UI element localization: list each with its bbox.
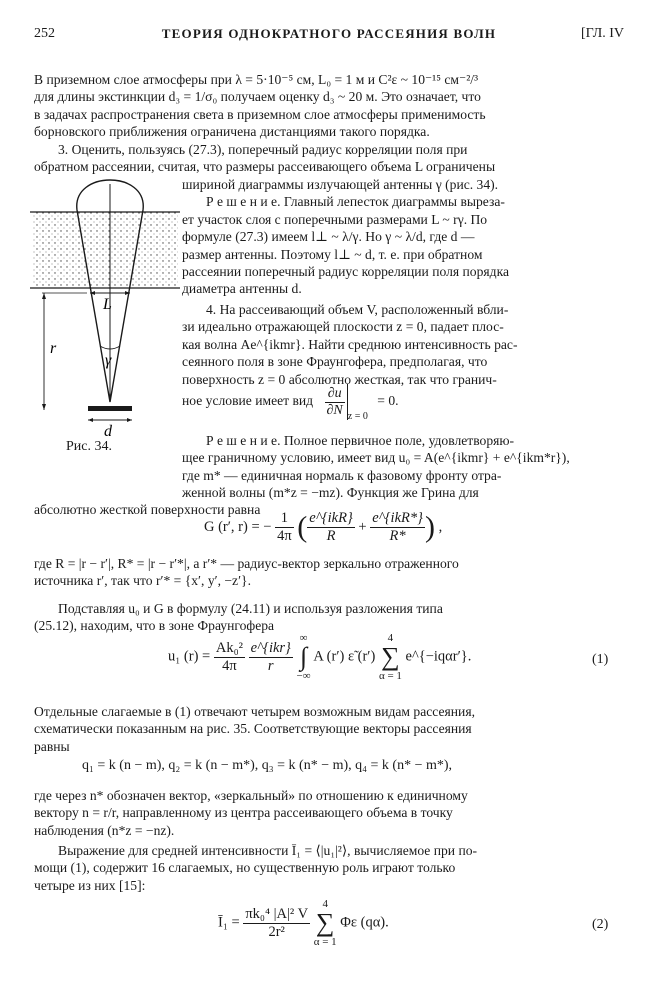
text-line: обратном рассеянии, считая, что размеры рассеивающего объема L ограничены (34, 159, 496, 175)
paragraph-atmosphere (34, 71, 622, 141)
text-line: В приземном слое атмосферы при λ = 5·10⁻⁵ см, L₀ = 1 м и C²ε ~ 10⁻¹⁵ см⁻²/³ (34, 72, 479, 87)
text-line: размер антенны. Поэтому l⊥ ~ d, т. е. при обратном (182, 246, 483, 262)
fraction: $\frac{1}{4\pi}$ (277, 510, 292, 544)
fraction: e^{ikR} R (309, 510, 353, 544)
text-line: где R = |r − r′|, R* = |r − r′*|, а r′* — радиус-вектор зеркально отраженного (34, 556, 459, 571)
text-line: для длины экстинкции d₃ = 1/σ₀ получаем оценку d₃ ~ 20 м. Это означает, что (34, 89, 481, 105)
label-r: r (50, 340, 57, 357)
problem-3-solution (182, 176, 622, 298)
running-title: ТЕОРИЯ ОДНОКРАТНОГО РАССЕЯНИЯ ВОЛН (161, 26, 497, 41)
fraction: $\frac{\text{Ak₀²}}{4\pi}$ (215, 639, 243, 674)
chapter-marker: [ГЛ. IV (581, 26, 624, 41)
integral-sign: ∞ ∫ −∞ (296, 632, 311, 682)
text-line: рассеянии поперечный радиус корреляции поля порядка (182, 264, 510, 280)
text-line: ет участок слоя с поперечными размерами L ~ rγ. По (182, 211, 488, 227)
problem-4 (182, 301, 622, 388)
text-line: четыре из них [15]: (34, 877, 146, 893)
text-line: диаметра антенны d. (182, 281, 302, 297)
fraction: e^{ikR*} R* (372, 510, 423, 544)
text-line: Подставляя u₀ и G в формулу (24.11) и используя разложения типа (58, 601, 443, 616)
running-header (34, 26, 624, 46)
text-line: ное условие имеет вид (182, 393, 314, 409)
n-star-paragraph (34, 787, 622, 839)
fraction: e^{ikr} r (250, 639, 291, 674)
text-line: борновского приближения ограничена дистанциями такого порядка. (34, 124, 430, 140)
average-intensity-paragraph (34, 842, 622, 894)
fraction: $\frac{\partial u}{\partial N}$ (326, 385, 343, 418)
fraction: $\frac{\text{πk₀⁴ |A|² V}}{\text{2r²}}$ (245, 905, 309, 940)
text-line: абсолютно жесткой поверхности равна (34, 502, 261, 517)
substitution-paragraph (34, 600, 622, 635)
terms-paragraph (34, 703, 622, 755)
text-line: женной волны (m*z = −mz). Функция же Грина для (182, 485, 479, 501)
label-d: d (104, 423, 112, 440)
text-line: кая волна Ae^{ikmr}. Найти среднюю интенсивность рас- (182, 336, 518, 352)
text-line: схематически показанным на рис. 35. Соответствующие векторы рассеяния (34, 721, 472, 737)
text-line: шириной диаграммы излучающей антенны γ (рис. 34). (182, 177, 499, 192)
green-function-description (34, 555, 622, 590)
label-L: L (103, 296, 112, 313)
text-line: поверхность z = 0 абсолютно жесткая, так что гранич- (182, 371, 497, 387)
equation-number-2: (2) (592, 917, 609, 932)
antenna (88, 406, 132, 411)
text-line: 4. На рассеивающий объем V, расположенный вбли- (206, 302, 509, 317)
figure-34 (30, 170, 180, 450)
equation-1: u₁ (r) = $\frac{\text{Ak₀²}}{4\pi}$ e^{ikr} r ∞ ∫ −∞ A (r′) ε̃ (r′) 4 ∑ α = 1 e^{−iqαr′}. (168, 632, 472, 682)
text-line: источника r′, так что r′* = {x′, y′, −z′}. (34, 573, 251, 589)
text-line: зи идеально отражающей плоскости z = 0, падает плос- (182, 319, 504, 335)
equation-number-1: (1) (592, 652, 609, 667)
equation-green-function: G (r′, r) = − $\frac{1}{4\pi}$ ( e^{ikR} R + e^{ikR*} R* ) , (204, 510, 443, 544)
text-line: 3. Оценить, пользуясь (27.3), поперечный радиус корреляции поля при (58, 142, 468, 157)
scattering-layer (32, 212, 178, 288)
text-line: где через n* обозначен вектор, «зеркальный» по отношению к единичному (34, 788, 468, 803)
summation-sign: 4 ∑ α = 1 (378, 632, 402, 682)
equation-scattering-vectors: q₁ = k (n − m), q₂ = k (n − m*), q₃ = k (n* − m), q₄ = k (n* − m*), (82, 758, 453, 773)
problem-4-solution (182, 432, 622, 502)
text-line: Отдельные слагаемые в (1) отвечают четырем возможным видам рассеяния, (34, 704, 475, 719)
text-line: (25.12), находим, что в зоне Фраунгофера (34, 618, 275, 634)
text-line: где m* — единичная нормаль к фазовому фронту отра- (182, 467, 502, 483)
figure-caption: Рис. 34. (66, 439, 112, 454)
text-line: формуле (27.3) имеем l⊥ ~ λ/γ. Но γ ~ λ/d, где d — (182, 229, 475, 245)
boundary-condition: ное условие имеет вид $\frac{\partial u}{\partial N}$ z = 0 = 0. (182, 385, 399, 423)
text-line: вектору n = r/r, направленному из центра рассеивающего объема в точку (34, 805, 453, 821)
text-line: мощи (1), содержит 16 слагаемых, но существенную роль играют только (34, 860, 456, 876)
text-line: Р е ш е н и е. Главный лепесток диаграммы выреза- (206, 194, 505, 210)
text-line: сеянного поля в зоне Фраунгофера, предполагая, что (182, 354, 488, 370)
text-line: Выражение для средней интенсивности Ī₁ = ⟨|u₁|²⟩, вычисляемое при по- (58, 843, 478, 858)
text-line: равны (34, 738, 70, 754)
summation-sign: 4 ∑ α = 1 (313, 898, 337, 948)
text-line: наблюдения (n*z = −nz). (34, 822, 175, 838)
equation-2: Ī₁ = $\frac{\text{πk₀⁴ |A|² V}}{\text{2r²}}$ 4 ∑ α = 1 Φε (qα). (218, 898, 389, 948)
text-line: щее граничному условию, имеет вид u₀ = A(e^{ikmr} + e^{ikm*r}), (182, 450, 570, 466)
text-line: Р е ш е н и е. Полное первичное поле, удовлетворяю- (206, 433, 515, 448)
page-number: 252 (34, 26, 55, 41)
text-line: в задачах распространения света в приземном слое атмосферы применимость (34, 106, 486, 122)
label-gamma: γ (105, 352, 112, 369)
